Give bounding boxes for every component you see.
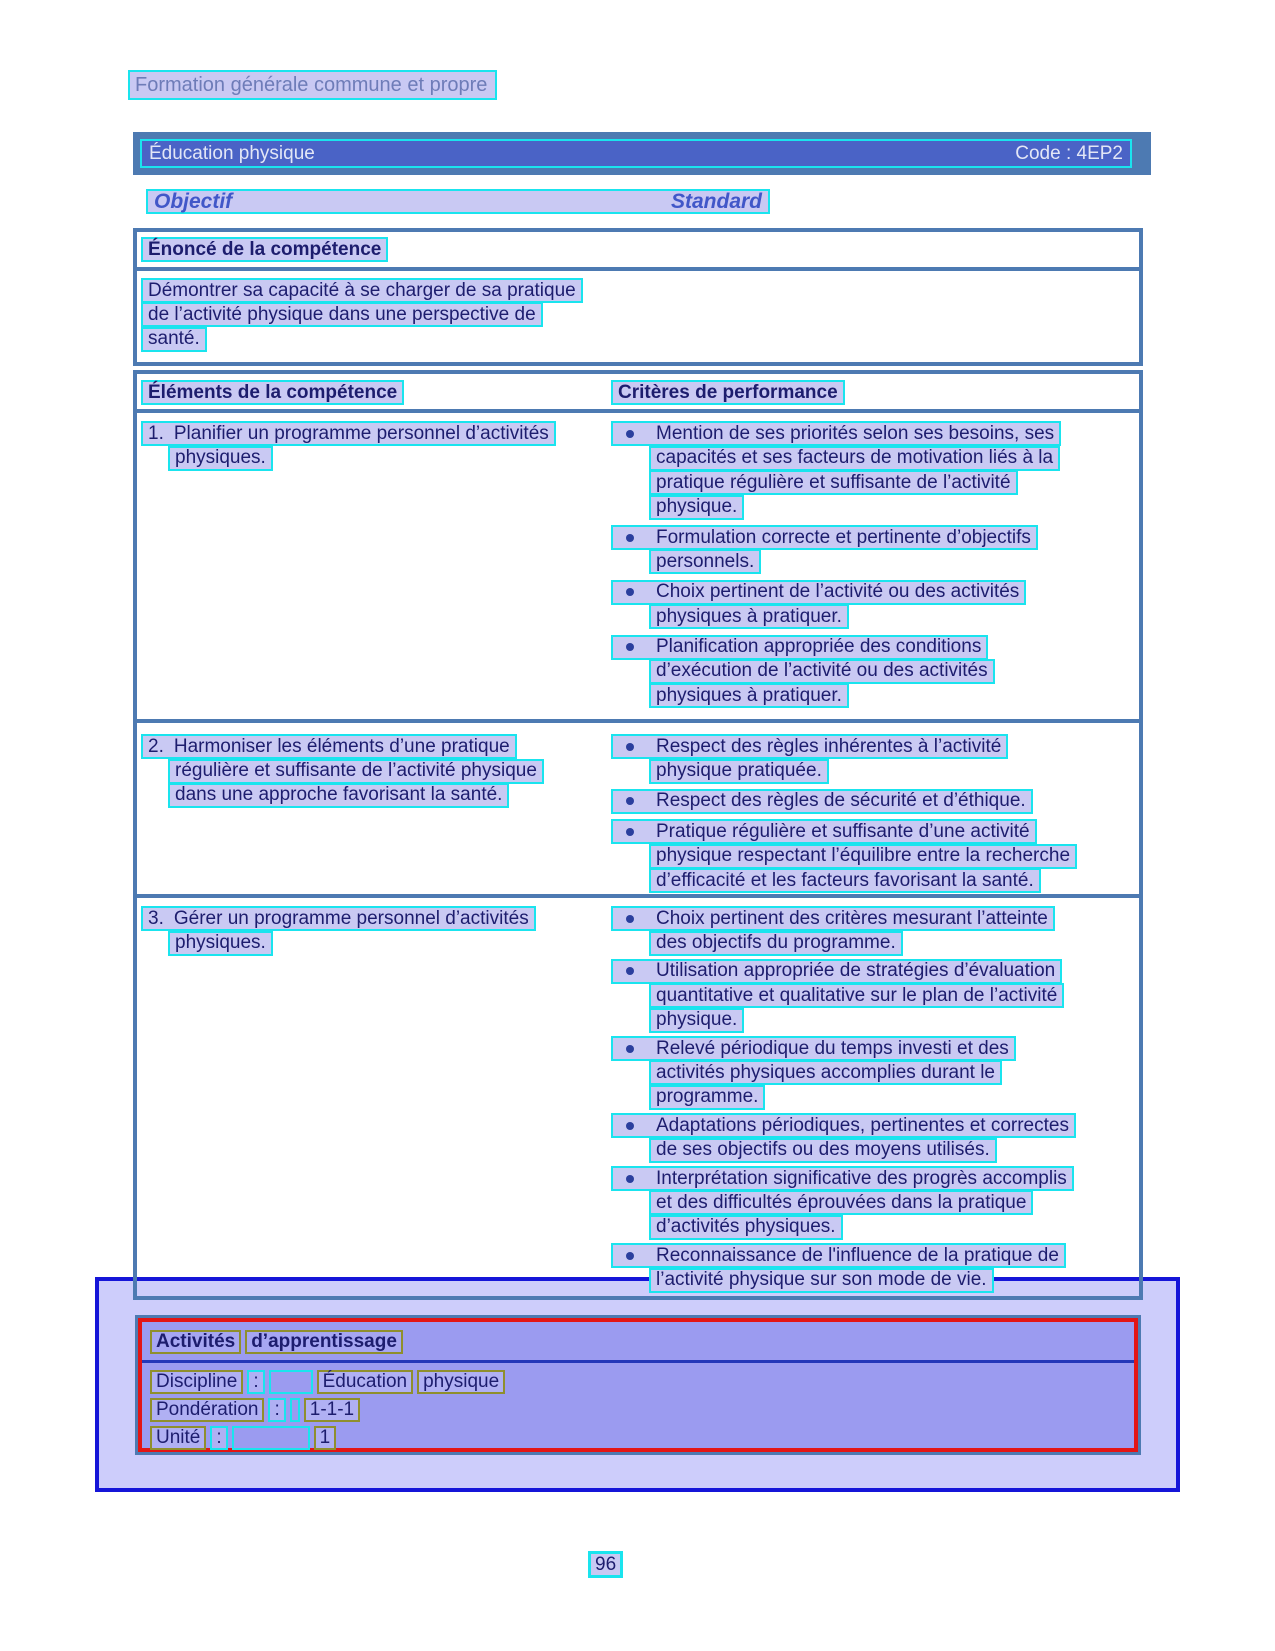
bullet-icon <box>626 1252 634 1260</box>
criteria-line: physiques à pratiquer. <box>649 683 849 708</box>
bullet-icon <box>626 828 634 836</box>
code-label: Code : 4EP2 <box>1015 142 1123 164</box>
criteria-bullet <box>611 734 1139 783</box>
bullet-icon <box>626 967 634 975</box>
criteria-line: Reconnaissance de l'influence de la pratique de <box>656 1244 1059 1266</box>
criteria-bullet <box>611 1113 1139 1162</box>
criteria-line: l’activité physique sur son mode de vie. <box>649 1268 994 1293</box>
criteria-line: physique. <box>649 495 744 520</box>
table-row <box>137 413 1139 719</box>
activites-title-word: d’apprentissage <box>245 1330 403 1354</box>
ponderation-value: 1-1-1 <box>304 1398 360 1422</box>
criteria-bullet <box>611 421 1139 519</box>
header-bar <box>133 132 1151 175</box>
item-line: régulière et suffisante de l’activité physique <box>168 759 544 784</box>
item-line: physiques. <box>168 446 273 471</box>
enonce-line: santé. <box>141 327 207 352</box>
item-number: 1. <box>148 422 164 444</box>
criteria-line: Mention de ses priorités selon ses besoins, ses <box>656 422 1055 444</box>
activites-header <box>142 1322 1134 1363</box>
criteria-line: physiques à pratiquer. <box>649 604 849 629</box>
header-bar-highlight <box>140 139 1132 168</box>
criteria-line: physique pratiquée. <box>649 759 829 784</box>
activites-body <box>142 1363 1134 1454</box>
unite-colon: : <box>210 1426 227 1450</box>
item-line: Harmoniser les éléments d’une pratique <box>173 735 510 757</box>
bullet-icon <box>626 1045 634 1053</box>
criteria-line: quantitative et qualitative sur le plan de l’activité <box>649 983 1064 1008</box>
ocr-gap-box <box>290 1398 300 1422</box>
discipline-value-word: Éducation <box>317 1370 414 1394</box>
criteria-bullet <box>611 1166 1139 1239</box>
criteria-line: Pratique régulière et suffisante d’une activité <box>656 820 1030 842</box>
bullet-icon <box>626 915 634 923</box>
ponderation-label: Pondération <box>150 1398 264 1422</box>
bullet-icon <box>626 797 634 805</box>
item-line: physiques. <box>168 931 273 956</box>
column-header-criteres: Critères de performance <box>611 380 845 405</box>
criteria-line: personnels. <box>649 549 761 574</box>
bullet-icon <box>626 430 634 438</box>
enonce-line: de l’activité physique dans une perspective de <box>141 302 543 327</box>
bullet-icon <box>626 1175 634 1183</box>
heading-objectif: Objectif <box>154 189 233 213</box>
criteria-line: d’activités physiques. <box>649 1215 843 1240</box>
discipline-row <box>150 1370 1134 1398</box>
criteria-line: physique. <box>649 1008 744 1033</box>
element-cell <box>137 421 611 719</box>
element-cell <box>137 906 611 1296</box>
table-header-row <box>137 374 1139 413</box>
criteria-line: Choix pertinent de l’activité ou des activités <box>656 581 1020 603</box>
criteria-line: d’exécution de l’activité ou des activités <box>649 659 995 684</box>
criteria-line: Respect des règles inhérentes à l’activité <box>656 735 1002 757</box>
unite-label: Unité <box>150 1426 206 1450</box>
ocr-gap-box <box>232 1426 310 1450</box>
item-number: 3. <box>148 907 164 929</box>
discipline-value-word: physique <box>417 1370 505 1394</box>
criteria-line: de ses objectifs ou des moyens utilisés. <box>649 1138 997 1163</box>
bullet-icon <box>626 588 634 596</box>
criteria-bullet <box>611 1036 1139 1109</box>
discipline-label: Discipline <box>150 1370 243 1394</box>
criteria-line: pratique régulière et suffisante de l’activité <box>649 470 1018 495</box>
criteria-line: capacités et ses facteurs de motivation liés à la <box>649 446 1060 471</box>
item-line: dans une approche favorisant la santé. <box>168 783 509 808</box>
ponderation-colon: : <box>268 1398 285 1422</box>
page-title-text: Formation générale commune et propre <box>128 70 497 100</box>
criteria-cell <box>611 734 1139 894</box>
unite-row <box>150 1426 1134 1454</box>
bullet-icon <box>626 743 634 751</box>
enonce-line: Démontrer sa capacité à se charger de sa pratique <box>141 278 583 303</box>
criteria-line: des objectifs du programme. <box>649 931 903 956</box>
criteria-line: Utilisation appropriée de stratégies d’évaluation <box>656 960 1056 982</box>
table-row <box>137 719 1139 894</box>
competence-table <box>133 370 1143 1300</box>
enonce-body <box>137 271 1139 362</box>
item-number: 2. <box>148 735 164 757</box>
criteria-bullet <box>611 819 1139 892</box>
heading-standard: Standard <box>670 189 762 213</box>
criteria-line: Relevé périodique du temps investi et des <box>656 1037 1009 1059</box>
discipline-colon: : <box>247 1370 264 1394</box>
unite-value: 1 <box>314 1426 337 1450</box>
criteria-line: programme. <box>649 1085 765 1110</box>
criteria-line: Formulation correcte et pertinente d’objectifs <box>656 526 1031 548</box>
ocr-gap-box <box>269 1370 313 1394</box>
criteria-line: Respect des règles de sécurité et d’éthique. <box>656 790 1026 812</box>
criteria-line: Choix pertinent des critères mesurant l’atteinte <box>656 907 1048 929</box>
enonce-header <box>137 232 1139 271</box>
bullet-icon <box>626 1122 634 1130</box>
criteria-bullet <box>611 525 1139 574</box>
criteria-line: Interprétation significative des progrès accomplis <box>656 1167 1067 1189</box>
criteria-line: physique respectant l’équilibre entre la recherche <box>649 844 1077 869</box>
subject-label: Éducation physique <box>149 142 315 164</box>
criteria-cell <box>611 421 1139 719</box>
criteria-bullet <box>611 1243 1139 1292</box>
section-heading <box>146 189 770 214</box>
ponderation-row <box>150 1398 1134 1426</box>
element-cell <box>137 734 611 894</box>
page-number-text: 96 <box>588 1551 623 1578</box>
criteria-bullet <box>611 959 1139 1032</box>
enonce-box <box>133 228 1143 366</box>
criteria-line: et des difficultés éprouvées dans la pratique <box>649 1190 1033 1215</box>
item-line: Gérer un programme personnel d’activités <box>173 907 529 929</box>
criteria-bullet <box>611 635 1139 708</box>
activites-title-word: Activités <box>150 1330 241 1354</box>
enonce-title: Énoncé de la compétence <box>141 237 388 262</box>
criteria-cell <box>611 906 1139 1296</box>
page-title <box>128 70 497 100</box>
criteria-line: activités physiques accomplies durant le <box>649 1060 1002 1085</box>
table-row <box>137 894 1139 1296</box>
criteria-bullet <box>611 906 1139 955</box>
column-header-elements: Éléments de la compétence <box>141 380 404 405</box>
criteria-line: d’efficacité et les facteurs favorisant la santé. <box>649 868 1041 893</box>
bullet-icon <box>626 643 634 651</box>
page-number <box>588 1551 623 1578</box>
criteria-bullet <box>611 580 1139 629</box>
bullet-icon <box>626 534 634 542</box>
item-line: Planifier un programme personnel d’activités <box>173 422 549 444</box>
activites-box <box>138 1318 1138 1452</box>
criteria-line: Adaptations périodiques, pertinentes et correctes <box>656 1114 1069 1136</box>
criteria-bullet <box>611 789 1139 813</box>
criteria-line: Planification appropriée des conditions <box>656 636 982 658</box>
